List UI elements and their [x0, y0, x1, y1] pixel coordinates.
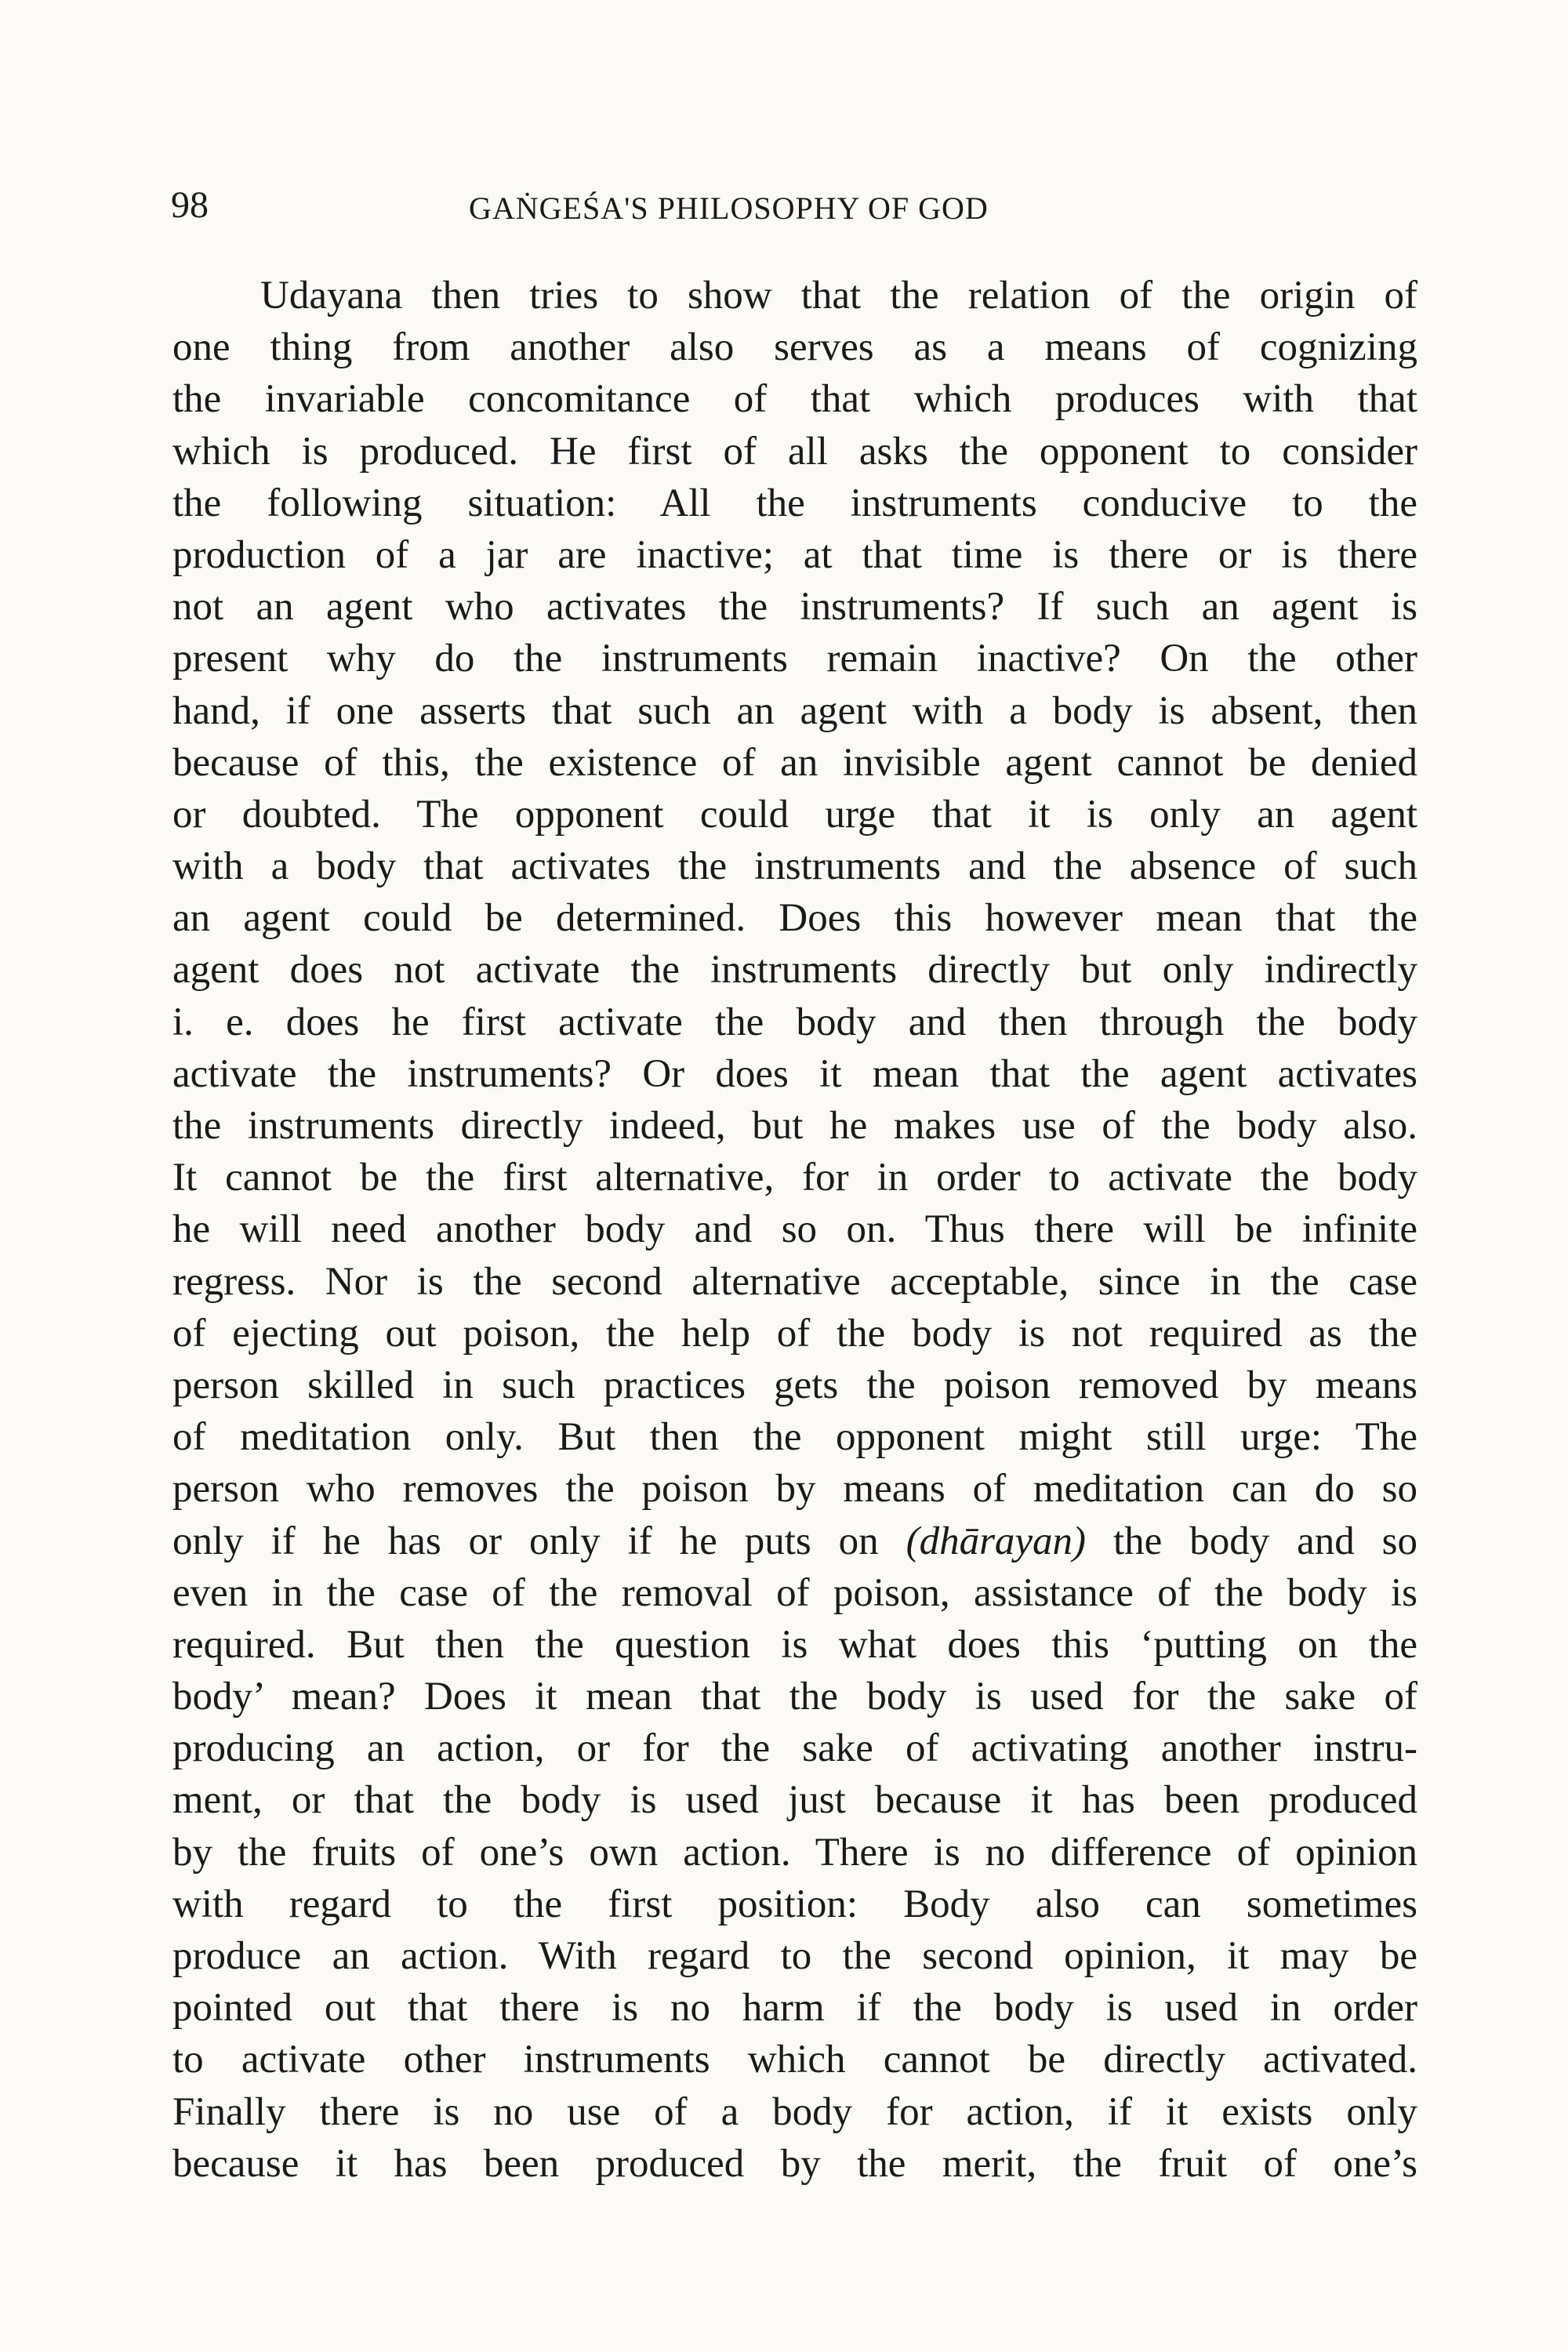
italic-sanskrit-term: (dhārayan): [906, 1519, 1087, 1563]
text-line: the instruments directly indeed, but he makes use of the body also.: [172, 1104, 1417, 1148]
text-line: activate the instruments? Or does it mean that the agent activates: [172, 1051, 1417, 1096]
text-line: because it has been produced by the merit, the fruit of one’s: [172, 2141, 1417, 2186]
text-line: because of this, the existence of an invisible agent cannot be denied: [172, 740, 1417, 785]
text-line: by the fruits of one’s own action. There is no difference of opinion: [172, 1830, 1417, 1875]
text-line: Udayana then tries to show that the relation of the origin of: [260, 274, 1417, 318]
text-line: he will need another body and so on. Thus there will be infinite: [172, 1207, 1417, 1252]
text-line: the following situation: All the instruments conducive to the: [172, 481, 1417, 525]
text-line: with a body that activates the instruments and the absence of such: [172, 844, 1417, 889]
text-line: hand, if one asserts that such an agent with a body is absent, then: [172, 688, 1417, 733]
text-line: person skilled in such practices gets the poison removed by means: [172, 1363, 1417, 1407]
text-line: production of a jar are inactive; at that time is there or is there: [172, 532, 1417, 577]
text-line: to activate other instruments which cannot be directly activated.: [172, 2038, 1417, 2082]
text-line: required. But then the question is what does this ‘putting on the: [172, 1622, 1417, 1667]
text-line-part: the body and so: [1112, 1519, 1417, 1563]
text-line: person who removes the poison by means of meditation can do so: [172, 1467, 1417, 1512]
text-line: of ejecting out poison, the help of the body is not required as the: [172, 1311, 1417, 1356]
text-line: producing an action, or for the sake of activating another instru-: [172, 1726, 1417, 1771]
text-line: ment, or that the body is used just because it has been produced: [172, 1778, 1417, 1823]
text-line: or doubted. The opponent could urge that it is only an agent: [172, 792, 1417, 837]
text-line: not an agent who activates the instruments? If such an agent is: [172, 585, 1417, 630]
text-line: one thing from another also serves as a means of cognizing: [172, 325, 1417, 370]
text-line: with regard to the first position: Body also can sometimes: [172, 1882, 1417, 1926]
text-line: Finally there is no use of a body for action, if it exists only: [172, 2089, 1417, 2134]
text-line: pointed out that there is no harm if the body is used in order: [172, 1986, 1417, 2031]
text-line-part: only if he has or only if he puts on: [172, 1519, 879, 1563]
text-line: even in the case of the removal of poison, assistance of the body is: [172, 1570, 1417, 1615]
text-line-with-italic: [172, 1515, 1417, 1567]
text-line: It cannot be the first alternative, for in order to activate the body: [172, 1156, 1417, 1200]
text-line: present why do the instruments remain inactive? On the other: [172, 637, 1417, 681]
text-line: body’ mean? Does it mean that the body is used for the sake of: [172, 1675, 1417, 1719]
body-paragraph: [172, 270, 1417, 2190]
text-line: i. e. does he first activate the body and then through the body: [172, 1000, 1417, 1044]
text-line: the invariable concomitance of that which produces with that: [172, 377, 1417, 422]
running-title: GAṄGEŚA'S PHILOSOPHY OF GOD: [469, 191, 989, 226]
text-line: regress. Nor is the second alternative acceptable, since in the case: [172, 1259, 1417, 1304]
text-line: of meditation only. But then the opponent might still urge: The: [172, 1415, 1417, 1460]
text-line: which is produced. He first of all asks the opponent to consider: [172, 429, 1417, 474]
text-line: agent does not activate the instruments directly but only indirectly: [172, 948, 1417, 993]
text-line: produce an action. With regard to the second opinion, it may be: [172, 1934, 1417, 1978]
text-line: an agent could be determined. Does this however mean that the: [172, 896, 1417, 941]
running-head: [171, 182, 1417, 229]
page-number: 98: [171, 184, 209, 226]
